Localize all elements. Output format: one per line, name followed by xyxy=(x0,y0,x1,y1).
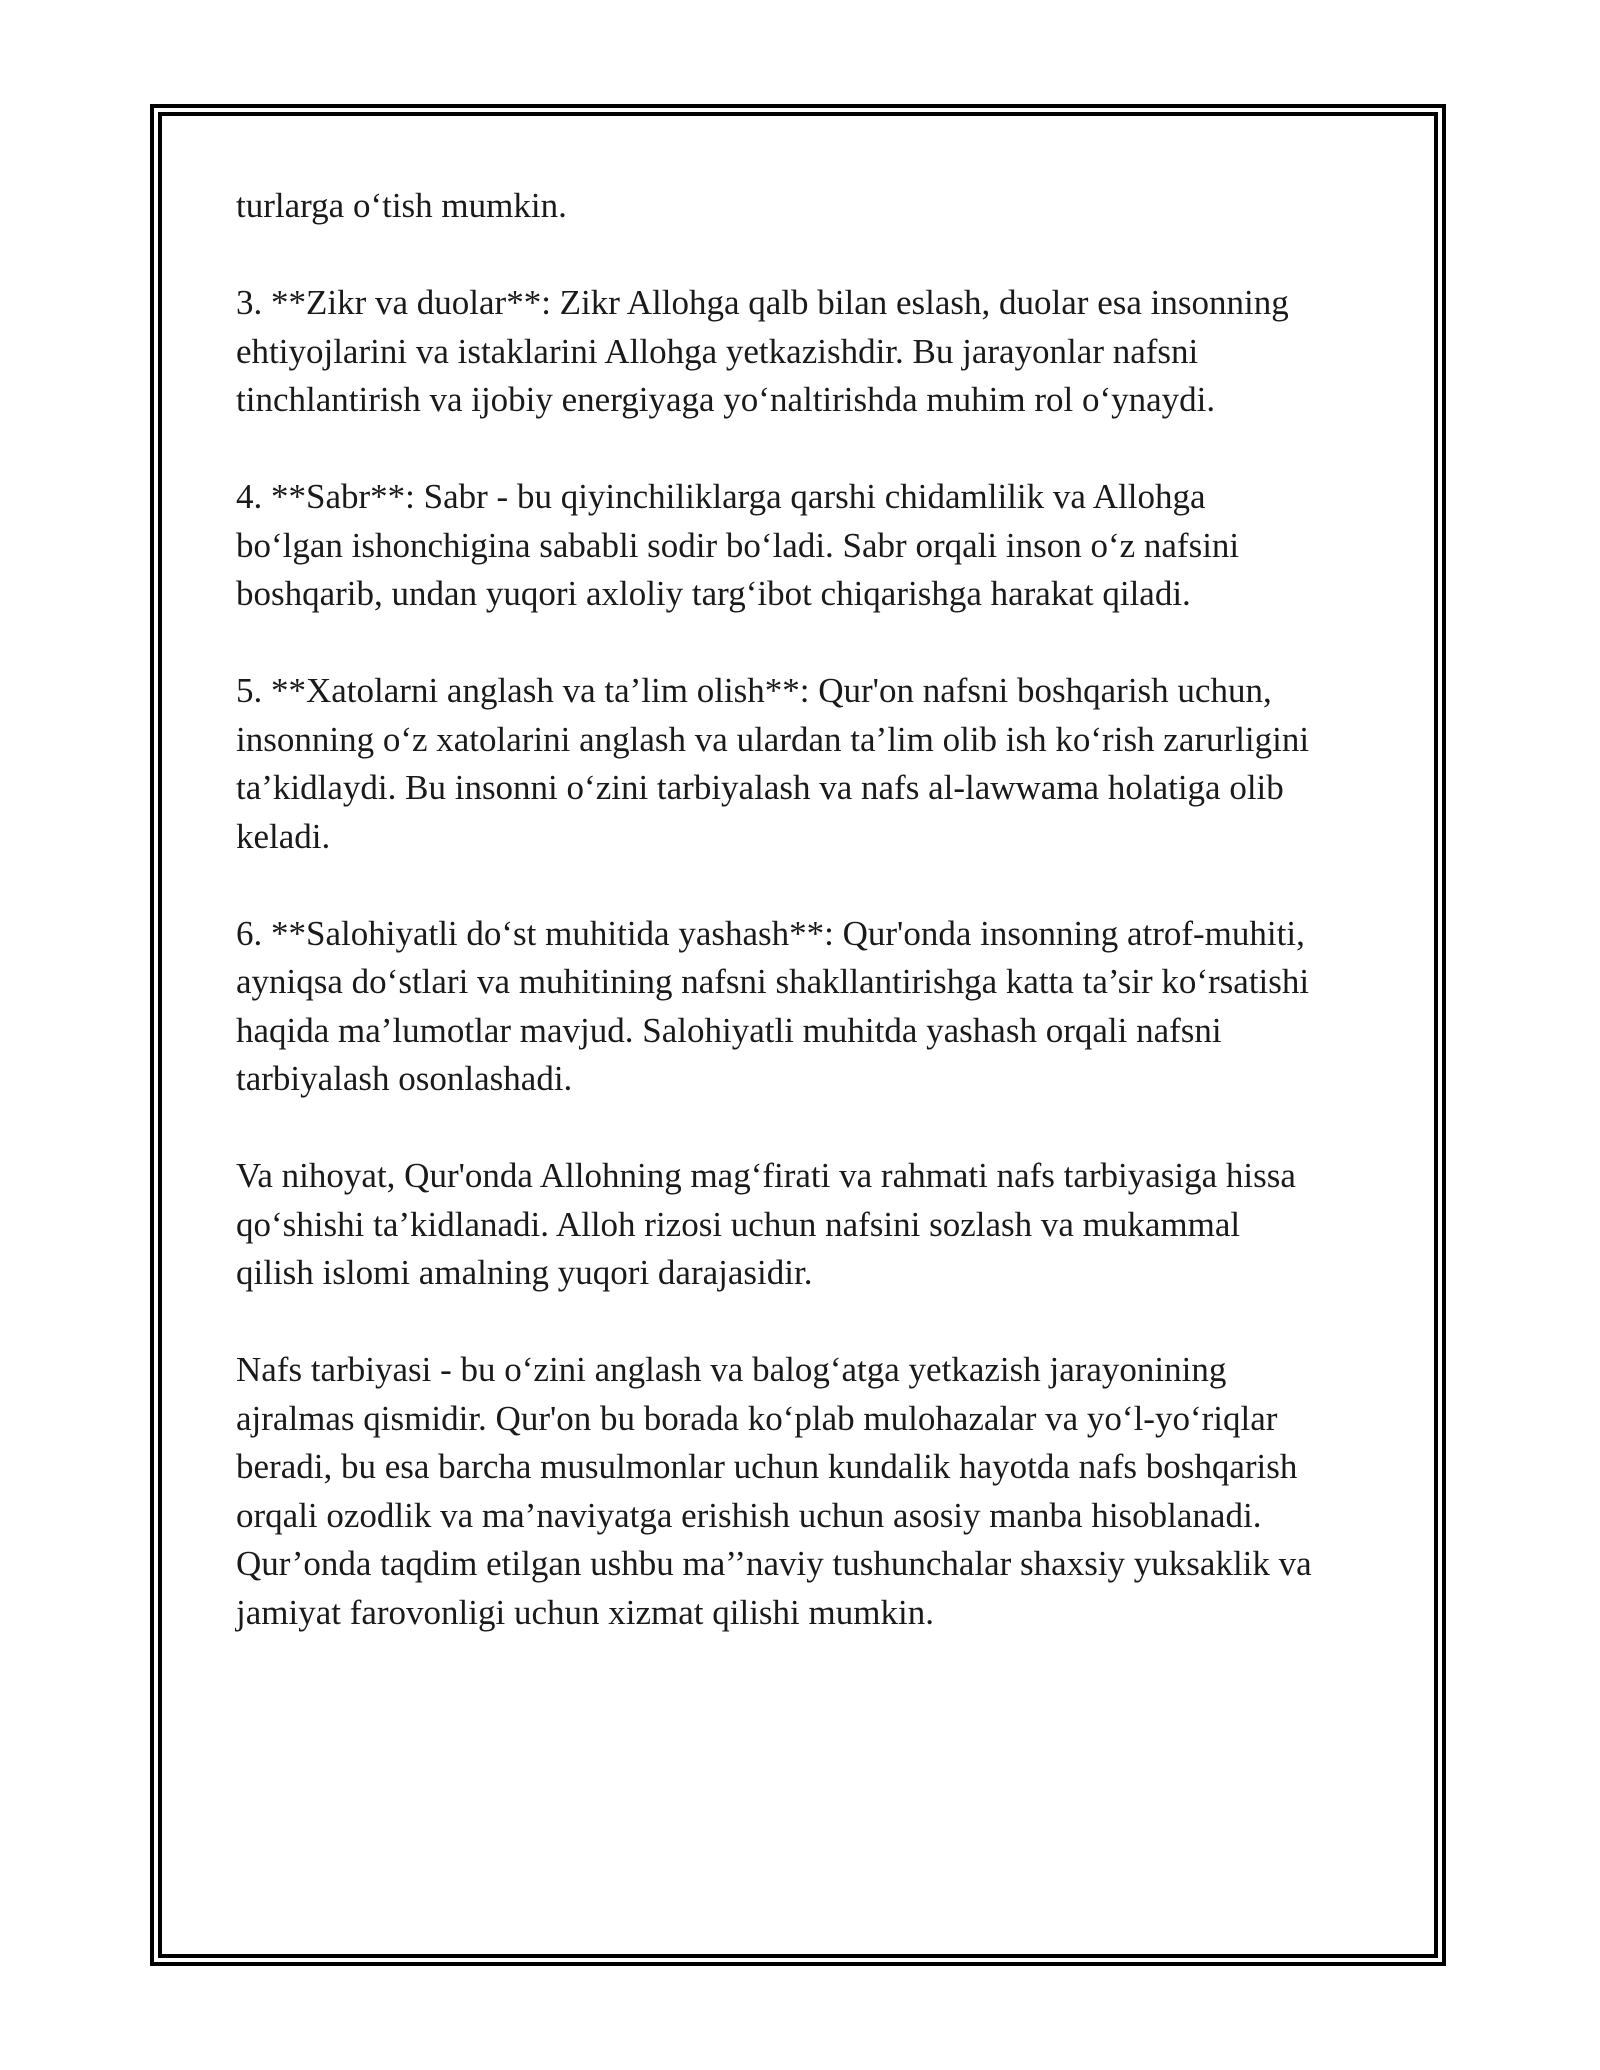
paragraph-nafs-tarbiyasi: Nafs tarbiyasi - bu o‘zini anglash va balog‘atga yetkazish jarayonining ajralmas qismidir. Qur'on bu borada ko‘plab mulohazalar va yo‘l-yo‘riqlar beradi, bu esa barcha musulmonlar uchun kundalik hayotda nafs boshqarish orqali ozodlik va ma’naviyatga erishish uchun asosiy manba hisoblanadi. Qur’onda taqdim etilgan ushbu ma’’naviy tushunchalar shaxsiy yuksaklik va jamiyat farovonligi uchun xizmat qilishi mumkin. xyxy=(236,1350,1312,1632)
paragraph-sabr: 4. **Sabr**: Sabr - bu qiyinchiliklarga qarshi chidamlilik va Allohga bo‘lgan ishonchigina sababli sodir bo‘ladi. Sabr orqali inson o‘z nafsini boshqarib, undan yuqori axloliy targ‘ibot chiqarishga harakat qiladi. xyxy=(236,477,1240,613)
paragraph-xatolarni-anglash: 5. **Xatolarni anglash va ta’lim olish**: Qur'on nafsni boshqarish uchun, insonning o‘z xatolarini anglash va ulardan ta’lim olib ish ko‘rish zarurligini ta’kidlaydi. Bu insonni o‘zini tarbiyalash va nafs al-lawwama holatiga olib keladi. xyxy=(236,671,1310,856)
paragraph-va-nihoyat: Va nihoyat, Qur'onda Allohning mag‘firati va rahmati nafs tarbiyasiga hissa qo‘shishi ta’kidlanadi. Alloh rizosi uchun nafsini sozlash va mukammal qilish islomi amalning yuqori darajasidir. xyxy=(236,1156,1296,1292)
paragraph-zikr-va-duolar: 3. **Zikr va duolar**: Zikr Allohga qalb bilan eslash, duolar esa insonning ehtiyojlarini va istaklarini Allohga yetkazishdir. Bu jarayonlar nafsni tinchlantirish va ijobiy energiyaga yo‘naltirishda muhim rol o‘ynaydi. xyxy=(236,283,1289,419)
paragraph-continuation: turlarga o‘tish mumkin. xyxy=(236,186,567,225)
document-body xyxy=(236,182,1376,1686)
paragraph-salohiyatli-dost: 6. **Salohiyatli do‘st muhitida yashash**: Qur'onda insonning atrof-muhiti, ayniqsa do‘stlari va muhitining nafsni shakllantirishga katta ta’sir ko‘rsatishi haqida ma’lumotlar mavjud. Salohiyatli muhitda yashash orqali nafsni tarbiyalash osonlashadi. xyxy=(236,913,1310,1098)
